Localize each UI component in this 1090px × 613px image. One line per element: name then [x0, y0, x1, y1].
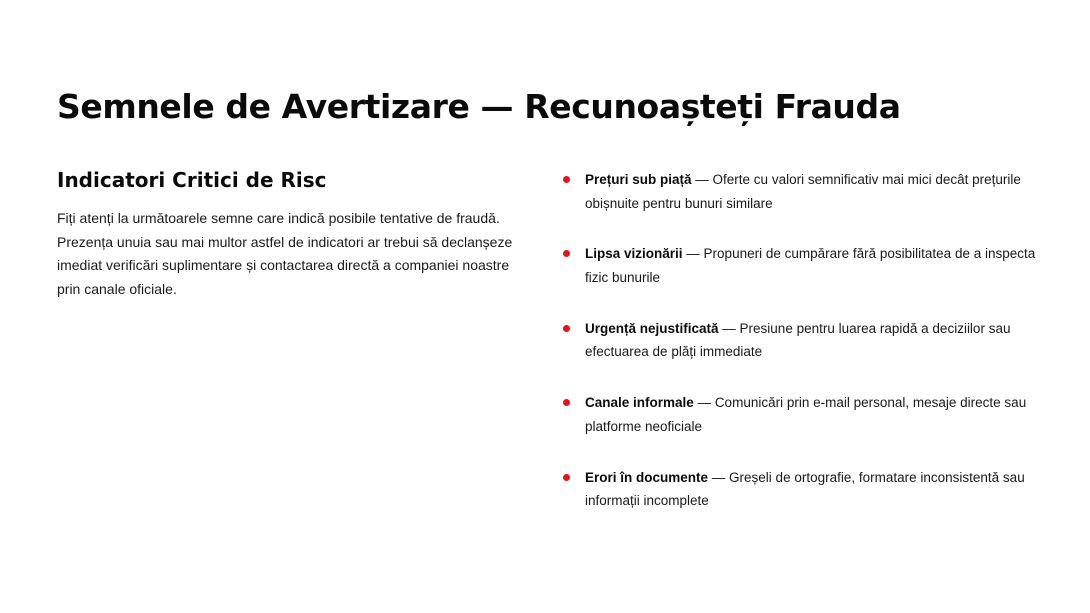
risk-description: Presiune pentru luarea rapidă a deciziilor sau efectuarea de plăți immediate: [585, 320, 1011, 360]
page-title: Semnele de Avertizare — Recunoașteți Frauda: [57, 87, 901, 126]
red-dot-icon: [563, 399, 570, 406]
separator: —: [708, 469, 730, 485]
list-item: [563, 466, 1043, 540]
list-item: [563, 168, 1043, 242]
risk-term: Prețuri sub piață: [585, 172, 692, 187]
list-item: [563, 242, 1043, 316]
separator: —: [718, 320, 740, 336]
risk-term: Canale informale: [585, 395, 694, 411]
risk-description: Propuneri de cumpărare fără posibilitatea de a inspecta fizic bunurile: [585, 246, 1036, 285]
risk-term: Urgență nejustificată: [585, 320, 719, 336]
intro-paragraph: Fiți atenți la următoarele semne care indică posibile tentative de fraudă. Prezența unuia sau mai multor astfel de indicatori ar trebui să declanșeze imediat verificări suplimentare și contactarea directă a companiei noastre prin canale oficiale.: [57, 210, 513, 297]
red-dot-icon: [563, 176, 570, 183]
separator: —: [693, 395, 715, 411]
list-item: [563, 317, 1043, 391]
section-subtitle: Indicatori Critici de Risc: [57, 168, 327, 192]
separator: —: [691, 172, 713, 187]
red-dot-icon: [563, 325, 570, 332]
risk-indicator-list: [563, 168, 1043, 540]
risk-description: Greșeli de ortografie, formatare inconsistentă sau informații incomplete: [585, 469, 1025, 509]
risk-description: Oferte cu valori semnificativ mai mici decât prețurile obișnuite pentru bunuri similare: [585, 172, 1021, 211]
risk-term: Lipsa vizionării: [585, 246, 683, 262]
separator: —: [682, 246, 704, 262]
intro-section: [57, 165, 527, 301]
risk-term: Erori în documente: [585, 469, 709, 485]
red-dot-icon: [563, 474, 570, 481]
red-dot-icon: [563, 250, 570, 257]
list-item: [563, 391, 1043, 465]
risk-description: Comunicări prin e-mail personal, mesaje directe sau platforme neoficiale: [585, 395, 1027, 434]
